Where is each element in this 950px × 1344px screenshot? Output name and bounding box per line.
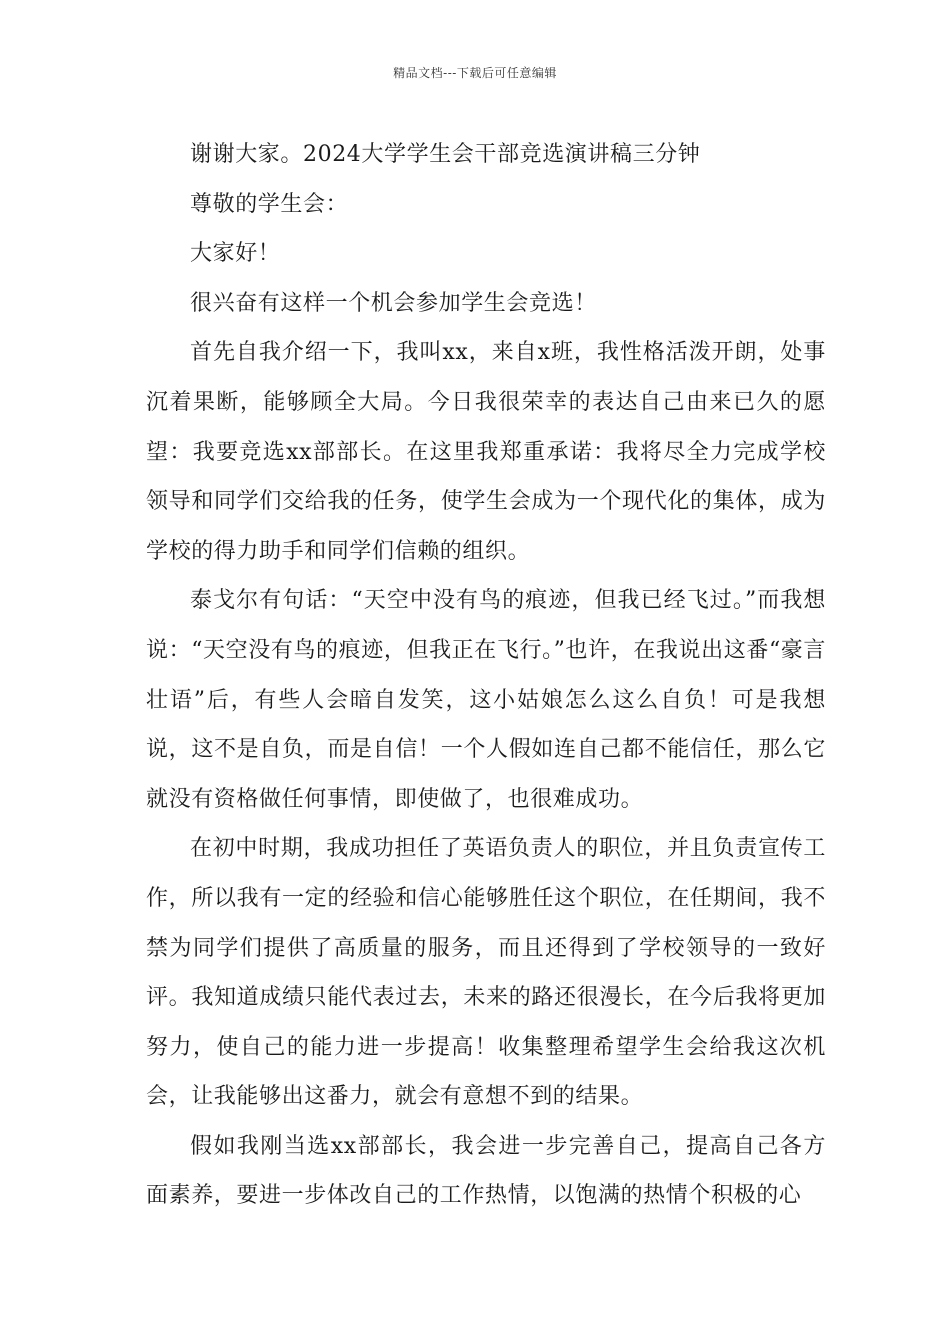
paragraph-plans: 假如我刚当选xx部部长，我会进一步完善自己，提高自己各方面素养，要进一步体改自己的工作热情，以饱满的热情个积极的心	[146, 1133, 826, 1209]
paragraph-self-intro: 首先自我介绍一下，我叫xx，来自x班，我性格活泼开朗，处事沉着果断，能够顾全大局。今日我很荣幸的表达自己由来已久的愿望：我要竞选xx部部长。在这里我郑重承诺：我将尽全力完成学校领导和同学们交给我的任务，使学生会成为一个现代化的集体，成为学校的得力助手和同学们信赖的组织。	[146, 340, 826, 564]
paragraph-opening: 很兴奋有这样一个机会参加学生会竞选！	[190, 290, 597, 316]
document-body	[146, 130, 826, 1221]
paragraph-tagore-quote: 泰戈尔有句话：“天空中没有鸟的痕迹，但我已经飞过。”而我想说：“天空没有鸟的痕迹，但我正在飞行。”也许，在我说出这番“豪言壮语”后，有些人会暗自发笑，这小姑娘怎么这么自负！可是我想说，这不是自负，而是自信！一个人假如连自己都不能信任，那么它就没有资格做任何事情，即使做了，也很难成功。	[146, 588, 826, 812]
page-header: 精品文档---下载后可任意编辑	[393, 66, 557, 80]
paragraph-intro-line: 谢谢大家。2024大学学生会干部竞选演讲稿三分钟	[190, 142, 701, 167]
paragraph-greeting: 大家好！	[190, 241, 281, 267]
paragraph-salutation: 尊敬的学生会：	[190, 191, 349, 217]
paragraph-experience: 在初中时期，我成功担任了英语负责人的职位，并且负责宣传工作，所以我有一定的经验和信心能够胜任这个职位，在任期间，我不禁为同学们提供了高质量的服务，而且还得到了学校领导的一致好评。我知道成绩只能代表过去，未来的路还很漫长，在今后我将更加努力，使自己的能力进一步提高！收集整理希望学生会给我这次机会，让我能够出这番力，就会有意想不到的结果。	[146, 836, 826, 1110]
